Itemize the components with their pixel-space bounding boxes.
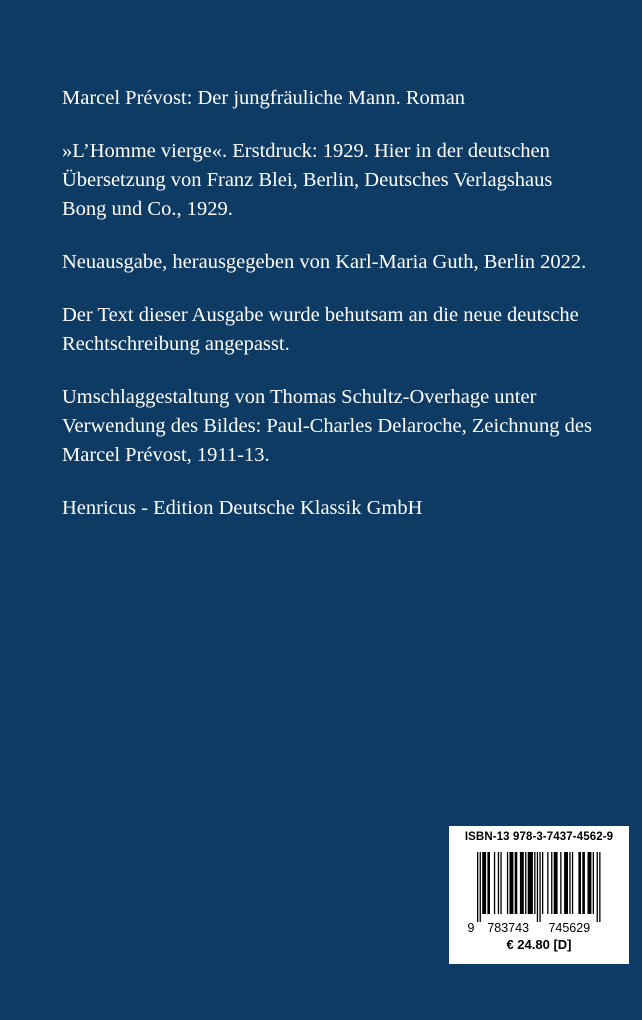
barcode-bars bbox=[477, 852, 601, 922]
barcode-bar bbox=[507, 852, 508, 914]
text-line: Bong und Co., 1929. bbox=[62, 198, 233, 220]
text-line: Henricus - Edition Deutsche Klassik GmbH bbox=[62, 497, 423, 519]
barcode-bar bbox=[547, 852, 548, 914]
price-label: € 24.80 [D] bbox=[506, 937, 572, 952]
text-line: Der Text dieser Ausgabe wurde behutsam an die neue deutsche bbox=[62, 304, 579, 326]
barcode-bar bbox=[528, 852, 533, 914]
barcode-right-digits: 745629 bbox=[548, 921, 591, 934]
barcode-bar bbox=[534, 852, 535, 914]
barcode-bar bbox=[494, 852, 495, 914]
text-line: Marcel Prévost: Der jungfräuliche Mann. Roman bbox=[62, 87, 466, 109]
barcode-bar bbox=[578, 852, 581, 914]
barcode-bar bbox=[564, 852, 568, 914]
barcode-bar bbox=[510, 852, 514, 914]
barcode-guard-bar bbox=[597, 852, 598, 922]
barcode-left-digits: 783743 bbox=[487, 921, 530, 934]
text-line: Verwendung des Bildes: Paul-Charles Delaroche, Zeichnung des bbox=[62, 415, 593, 437]
title-line bbox=[62, 84, 622, 113]
barcode-bar bbox=[569, 852, 570, 914]
new-edition-note bbox=[62, 248, 622, 277]
barcode-guard-bar bbox=[539, 852, 540, 922]
barcode-bar bbox=[487, 852, 490, 914]
barcode-bar bbox=[515, 852, 518, 914]
barcode-guard-bar bbox=[599, 852, 600, 922]
first-edition-note bbox=[62, 137, 622, 224]
imprint-text bbox=[62, 84, 622, 547]
barcode-bar bbox=[588, 852, 592, 914]
cover-design-note bbox=[62, 383, 622, 470]
barcode-guard-bar bbox=[477, 852, 478, 922]
barcode-guard-bar bbox=[537, 852, 538, 922]
barcode-bar bbox=[525, 852, 526, 914]
publisher-line bbox=[62, 494, 622, 523]
barcode-first-digit: 9 bbox=[467, 921, 475, 934]
barcode-bar bbox=[560, 852, 561, 914]
barcode-bar bbox=[500, 852, 501, 914]
barcode-bar bbox=[551, 852, 552, 914]
barcode-bar bbox=[498, 852, 499, 914]
barcode-bar bbox=[520, 852, 524, 914]
text-line: Neuausgabe, herausgegeben von Karl-Maria Guth, Berlin 2022. bbox=[62, 251, 587, 273]
barcode-bar bbox=[542, 852, 543, 914]
barcode-label bbox=[449, 826, 629, 964]
barcode-bar bbox=[554, 852, 558, 914]
text-line: »L’Homme vierge«. Erstdruck: 1929. Hier in der deutschen bbox=[62, 140, 550, 162]
orthography-note bbox=[62, 301, 622, 359]
text-line: Übersetzung von Franz Blei, Berlin, Deutsches Verlagshaus bbox=[62, 169, 553, 191]
barcode-bar bbox=[572, 852, 573, 914]
text-line: Marcel Prévost, 1911-13. bbox=[62, 444, 270, 466]
barcode-bar bbox=[593, 852, 594, 914]
isbn-number: ISBN-13 978-3-7437-4562-9 bbox=[464, 831, 614, 843]
barcode-guard-bar bbox=[480, 852, 481, 922]
text-line: Rechtschreibung angepasst. bbox=[62, 333, 290, 355]
ean13-barcode bbox=[465, 850, 615, 934]
barcode-bar bbox=[482, 852, 486, 914]
barcode-bar bbox=[582, 852, 585, 914]
text-line: Umschlaggestaltung von Thomas Schultz-Overhage unter bbox=[62, 386, 537, 408]
